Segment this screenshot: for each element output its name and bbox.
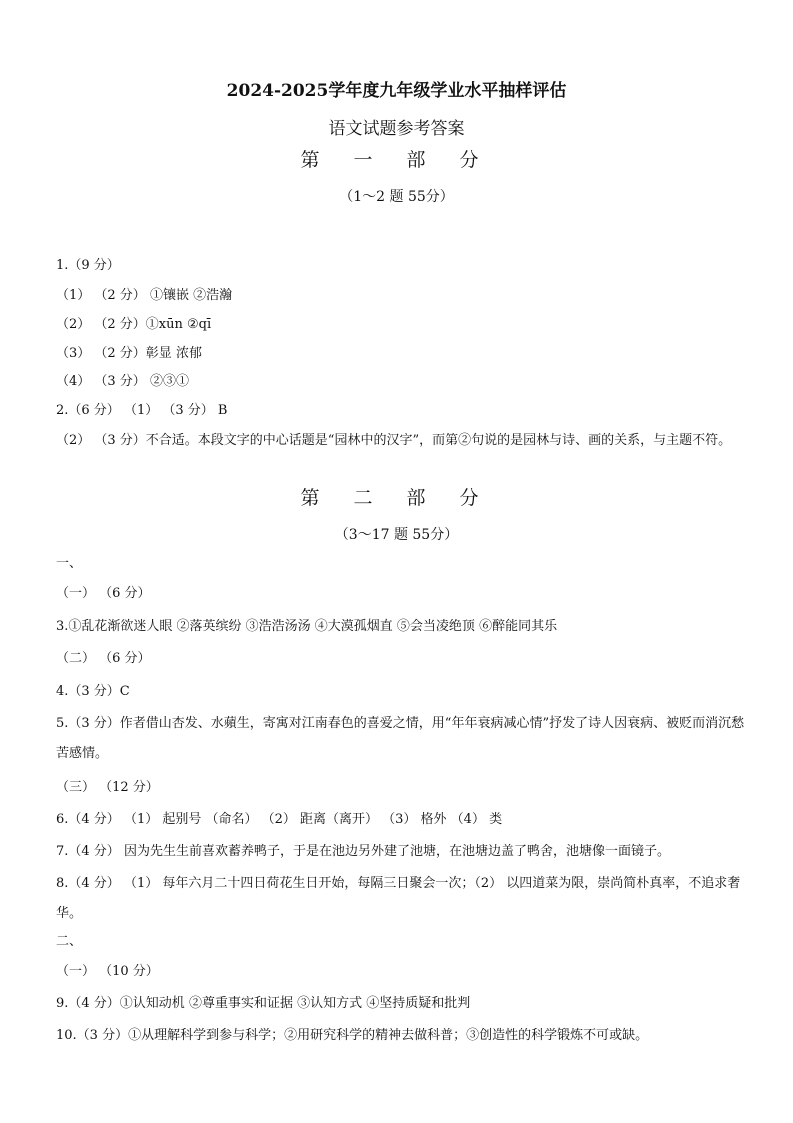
q10-answer: 10.（3 分）①从理解科学到参与科学；②用研究科学的精神去做科普；③创造性的科学锻炼不可或缺。 bbox=[56, 1028, 649, 1043]
part-one-heading: 第 一 部 分 bbox=[300, 149, 493, 171]
subsection-one: （一） （6 分） bbox=[56, 586, 151, 601]
subsection-three: （三） （12 分） bbox=[56, 780, 159, 795]
q1-sub3: （3） （2 分）彰显 浓郁 bbox=[56, 346, 202, 361]
q1-sub4: （4） （3 分） ②③① bbox=[56, 374, 189, 389]
subsection-two-one: （一） （10 分） bbox=[56, 964, 159, 979]
document-title: 2024-2025学年度九年级学业水平抽样评估 bbox=[226, 81, 567, 101]
section-two-label: 二、 bbox=[56, 934, 83, 949]
section-one-label: 一、 bbox=[56, 556, 83, 571]
q1-heading: 1.（9 分） bbox=[56, 258, 120, 273]
q5-answer: 5.（3 分）作者借山杏发、水蘋生，寄寓对江南春色的喜爱之情，用“年年衰病减心情”抒发了诗人因衰病、被贬而消沉愁苦感情。 bbox=[56, 716, 745, 761]
q6-answer: 6.（4 分） （1） 起别号 （命名） （2） 距离（离开） （3） 格外 （4） 类 bbox=[56, 812, 503, 827]
q8-answer: 8.（4 分） （1） 每年六月二十四日荷花生日开始，每隔三日聚会一次；（2） 以四道菜为限，崇尚简朴真率，不追求奢华。 bbox=[56, 876, 741, 921]
q3-answer: 3.①乱花渐欲迷人眼 ②落英缤纷 ③浩浩汤汤 ④大漠孤烟直 ⑤会当凌绝顶 ⑥醉能同其乐 bbox=[56, 619, 558, 634]
part-one-range: （1～2 题 55分） bbox=[339, 189, 454, 205]
q2-sub2: （2） （3 分）不合适。本段文字的中心话题是“园林中的汉字”，而第②句说的是园林与诗、画的关系，与主题不符。 bbox=[56, 433, 732, 448]
q1-sub1: （1） （2 分） ①镶嵌 ②浩瀚 bbox=[56, 288, 233, 303]
q4-answer: 4.（3 分）C bbox=[56, 684, 130, 699]
part-two-heading: 第 二 部 分 bbox=[300, 487, 493, 509]
document-subtitle: 语文试题参考答案 bbox=[328, 119, 465, 139]
q1-sub2: （2） （2 分）①xūn ②qī bbox=[56, 317, 212, 332]
part-two-range: （3～17 题 55分） bbox=[334, 527, 459, 543]
q9-answer: 9.（4 分）①认知动机 ②尊重事实和证据 ③认知方式 ④坚持质疑和批判 bbox=[56, 996, 471, 1011]
q2-heading: 2.（6 分） （1） （3 分） B bbox=[56, 403, 228, 418]
subsection-two: （二） （6 分） bbox=[56, 651, 151, 666]
q7-answer: 7.（4 分） 因为先生生前喜欢蓄养鸭子，于是在池边另外建了池塘，在池塘边盖了鸭舍，池塘像一面镜子。 bbox=[56, 844, 670, 859]
